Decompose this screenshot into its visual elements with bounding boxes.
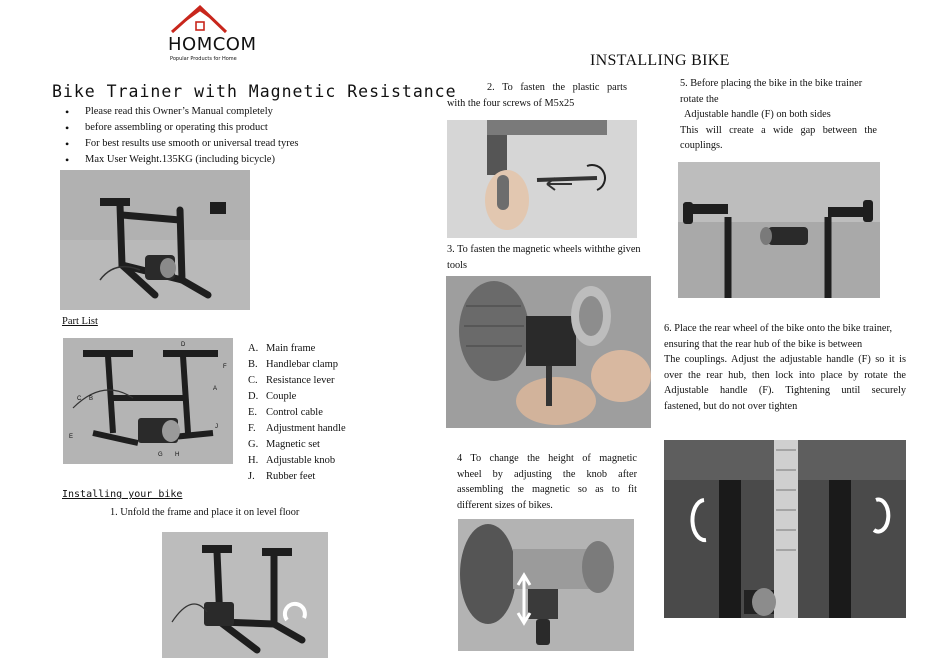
part-list-heading: Part List [62, 316, 98, 327]
step-6-text: 6. Place the rear wheel of the bike onto the bike trainer, ensuring that the rear hub of the bike is between The couplings. Adjust the adjustable handle (F) so it is over the rear hub, then lock into place by rotate the Adjustable handle (F). Tightening until securely fastened, but do not over tighten [664, 323, 906, 412]
diagram-letter: A [213, 386, 218, 392]
bullet-item: • For best results use smooth or universal tread tyres [62, 136, 298, 152]
diagram-letter: D [181, 342, 186, 348]
step-5-photo [678, 162, 880, 298]
bullet-item: • Please read this Owner’s Manual completely [62, 104, 298, 120]
step-4-text: 4 To change the height of magnetic wheel by adjusting the knob after assembling the magnetic so as to fit different sizes of bikes. [457, 453, 637, 511]
step-3-photo [446, 276, 651, 428]
part-item: J. Rubber feet [248, 471, 316, 482]
part-item: H. Adjustable knob [248, 455, 336, 466]
step-3-text: 3. To fasten the magnetic wheels withthe given tools [447, 244, 641, 271]
step-6-photo [664, 440, 906, 618]
part-item: D. Couple [248, 391, 297, 402]
homcom-logo [166, 4, 257, 64]
brand-tagline: Popular Products for Home [170, 56, 237, 62]
step-2-photo [447, 120, 637, 238]
intro-bullets [62, 104, 298, 168]
diagram-letter: J [215, 424, 218, 430]
part-item: G. Magnetic set [248, 439, 320, 450]
parts-list [248, 341, 346, 485]
installing-heading: Installing your bike [62, 489, 183, 500]
diagram-letter: H [175, 452, 180, 458]
step-4-photo [458, 519, 634, 651]
part-list-photo [63, 338, 233, 464]
diagram-letter: E [69, 434, 74, 440]
step-1-photo [162, 532, 328, 658]
trainer-overview-photo [60, 170, 250, 310]
part-item: F. Adjustment handle [248, 423, 346, 434]
page-title: Bike Trainer with Magnetic Resistance [52, 82, 457, 101]
bullet-item: • before assembling or operating this product [62, 120, 298, 136]
diagram-letter: F [223, 364, 227, 370]
installing-bike-heading: INSTALLING BIKE [590, 52, 730, 69]
step-2-text: 2. To fasten the plastic parts with the four screws of M5x25 [447, 82, 627, 109]
brand-name: HOMCOM [168, 34, 257, 55]
step-5-text: 5. Before placing the bike in the bike trainer rotate the Adjustable handle (F) on both sides This will create a wide gap between the couplings. [680, 78, 877, 151]
diagram-letter: B [89, 396, 94, 402]
part-item: A. Main frame [248, 343, 316, 354]
part-item: C. Resistance lever [248, 375, 335, 386]
part-item: B. Handlebar clamp [248, 359, 339, 370]
diagram-letter: G [158, 452, 163, 458]
part-item: E. Control cable [248, 407, 323, 418]
bullet-item: • Max User Weight.135KG (including bicycle) [62, 152, 298, 168]
step-1-text: 1. Unfold the frame and place it on level floor [110, 507, 300, 518]
diagram-letter: C [77, 396, 82, 402]
